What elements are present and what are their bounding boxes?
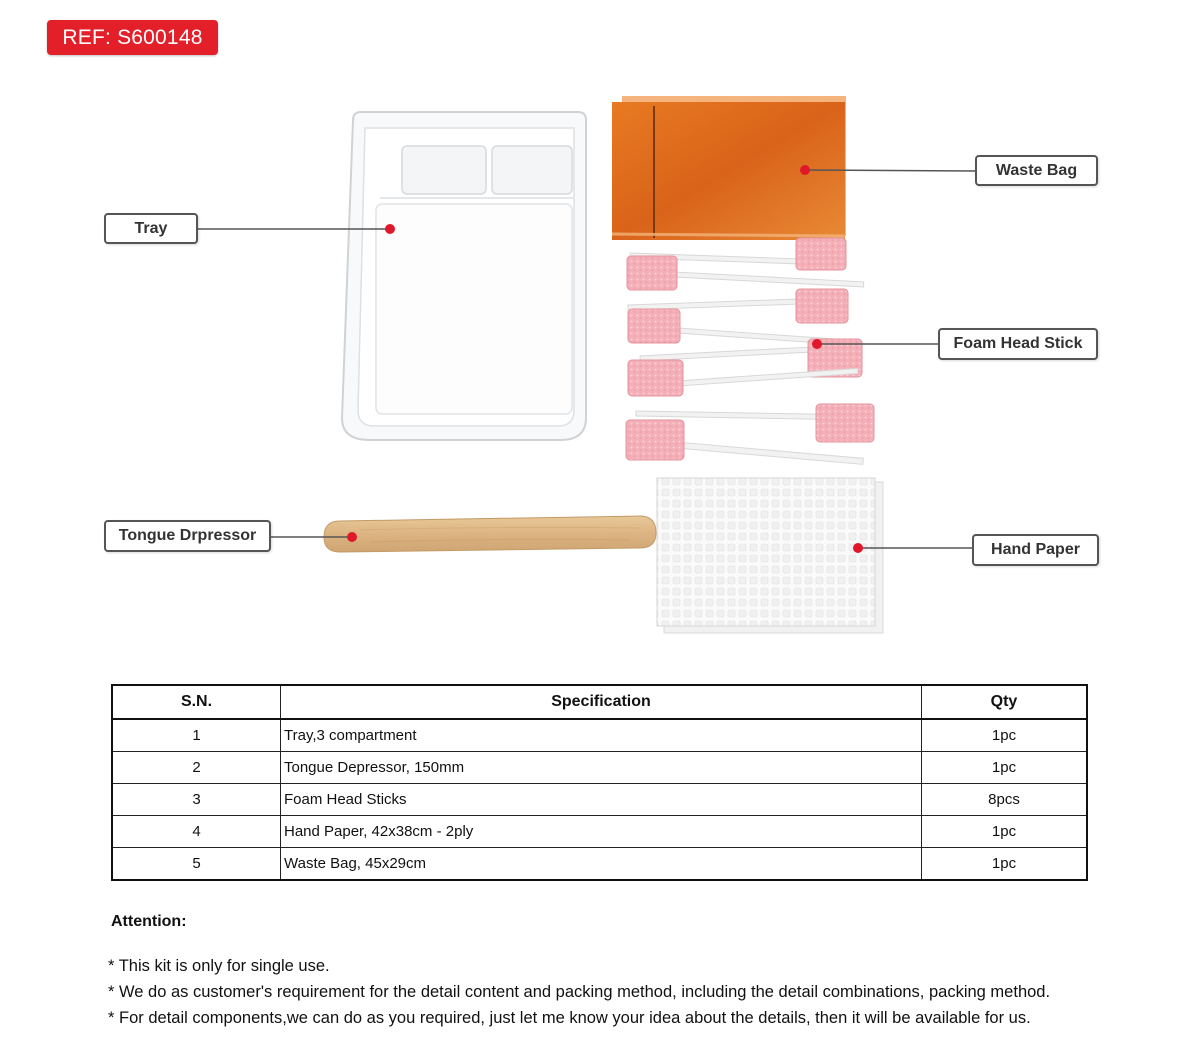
waste-bag-image — [612, 96, 846, 240]
note-customer-requirement: * We do as customer's requirement for the detail content and packing method, including the detail combinations, packing method. — [108, 983, 1051, 1001]
cell-qty: 1pc — [922, 816, 1088, 848]
cell-spec: Hand Paper, 42x38cm - 2ply — [281, 816, 922, 848]
table-row — [112, 719, 1087, 752]
cell-sn: 2 — [112, 752, 281, 784]
ref-badge: REF: S600148 — [47, 20, 218, 55]
cell-sn: 4 — [112, 816, 281, 848]
cell-qty: 1pc — [922, 719, 1088, 752]
callout-tongue-depressor: Tongue Drpressor — [104, 520, 271, 552]
cell-qty: 1pc — [922, 752, 1088, 784]
marker-tongue-depressor — [347, 532, 357, 542]
callout-hand-paper: Hand Paper — [972, 534, 1099, 566]
tray-image — [342, 112, 586, 440]
tongue-depressor-image — [324, 516, 656, 552]
note-detail-components: * For detail components,we can do as you required, just let me know your idea about the details, then it will be available for us. — [108, 1009, 1031, 1027]
note-single-use: * This kit is only for single use. — [108, 957, 330, 975]
marker-tray — [385, 224, 395, 234]
cell-spec: Tongue Depressor, 150mm — [281, 752, 922, 784]
cell-sn: 5 — [112, 848, 281, 881]
cell-qty: 1pc — [922, 848, 1088, 881]
cell-qty: 8pcs — [922, 784, 1088, 816]
cell-spec: Tray,3 compartment — [281, 719, 922, 752]
cell-spec: Waste Bag, 45x29cm — [281, 848, 922, 881]
marker-waste-bag — [800, 165, 810, 175]
table-row — [112, 752, 1087, 784]
attention-title: Attention: — [111, 913, 187, 930]
marker-foam-head-stick — [812, 339, 822, 349]
cell-sn: 3 — [112, 784, 281, 816]
table-row — [112, 784, 1087, 816]
foam-head-sticks-image — [626, 238, 874, 464]
header-specification: Specification — [281, 685, 922, 719]
callout-waste-bag: Waste Bag — [975, 155, 1098, 186]
hand-paper-image — [657, 478, 883, 633]
cell-spec: Foam Head Sticks — [281, 784, 922, 816]
header-sn: S.N. — [112, 685, 281, 719]
table-header-row — [112, 685, 1087, 719]
table-row — [112, 816, 1087, 848]
callout-foam-head-stick: Foam Head Stick — [938, 328, 1098, 360]
cell-sn: 1 — [112, 719, 281, 752]
header-qty: Qty — [922, 685, 1088, 719]
spec-table — [111, 684, 1088, 881]
marker-hand-paper — [853, 543, 863, 553]
callout-tray: Tray — [104, 213, 198, 244]
table-row — [112, 848, 1087, 881]
